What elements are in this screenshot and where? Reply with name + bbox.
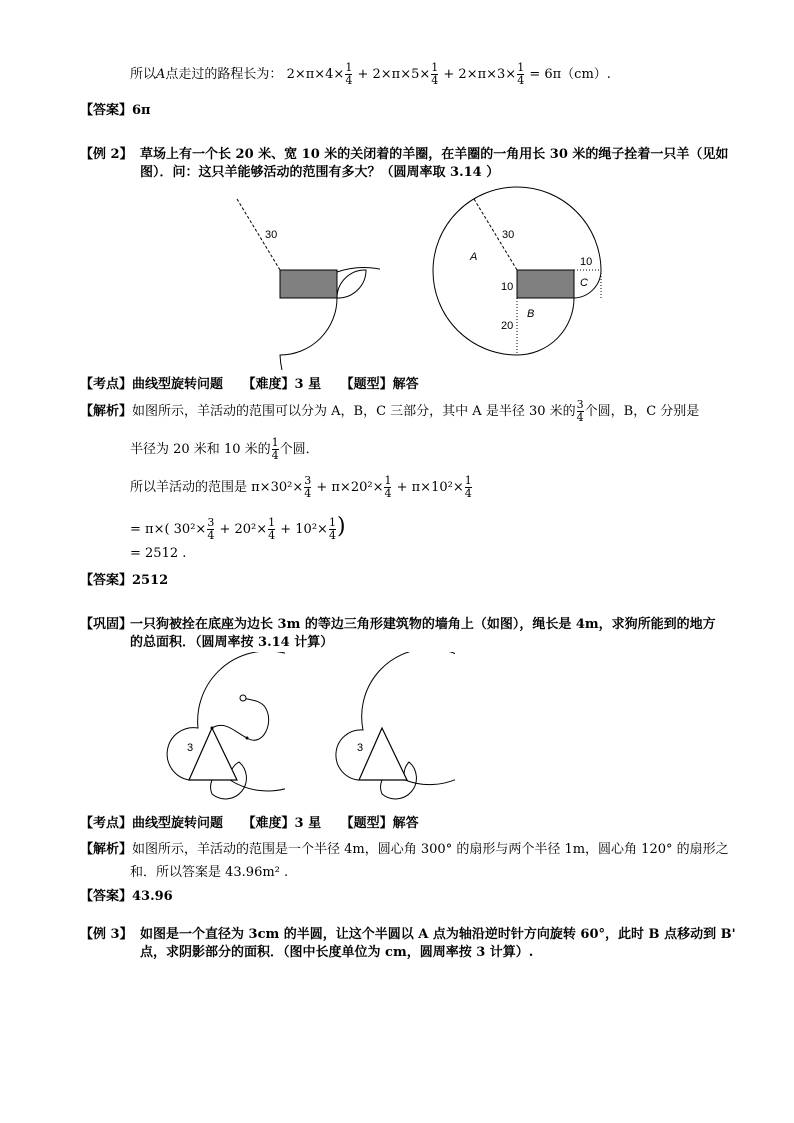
triangle-building [359,728,407,780]
ex2-figure-right [430,180,630,370]
side-label: 3 [187,742,194,754]
label-10-top: 10 [580,256,593,268]
triangle-building [189,728,237,780]
fraction: $\frac{3}{4}$ [207,516,215,542]
region-b-label: B [527,308,535,320]
ex3-question-line1: 如图是一个直径为 3cm 的半圆，让这个半圆以 A 点为轴沿逆时针方向旋转 60°，此时 B 点移动到 B' [140,927,736,942]
ex2-calc-line1: 所以羊活动的范围是 π×30²× $\frac{3}{4}$ + π×20²× $\frac{1}{4}$ + π×10²× $\frac{1}{4}$ [130,474,472,500]
label-20: 20 [501,320,514,332]
ex2-analysis-line1: 【解析】如图所示，羊活动的范围可以分为 A，B，C 三部分，其中 A 是半径 30 米的 $\frac{3}{4}$ 个圆，B，C 分别是 [80,398,700,424]
fraction: $\frac{1}{4}$ [517,61,525,87]
fraction: $\frac{1}{4}$ [268,516,276,542]
ex2-question-line2: 图）．问：这只羊能够活动的范围有多大？（圆周率取 3.14 ） [140,165,500,180]
ex2-calc-line2: = π×( 30²× $\frac{3}{4}$ + 20²× $\frac{1}{4}$ + 10²× $\frac{1}{4}$ ) [130,514,346,542]
label-10-left: 10 [501,281,514,293]
region-a-label: A [470,251,478,263]
gonggu-answer: 【答案】43.96 [80,889,173,904]
ex3-question-line2: 点，求阴影部分的面积．（图中长度单位为 cm，圆周率按 3 计算）. [140,945,534,960]
sheep-pen [280,270,337,298]
gonggu-figure-right [305,652,455,802]
prev-answer: 【答案】6π [80,103,151,118]
sheep-pen [517,270,574,298]
dog-dot [240,695,246,701]
ex2-answer: 【答案】2512 [80,573,169,588]
radius-label: 30 [502,229,515,241]
fraction: $\frac{1}{4}$ [271,436,279,462]
ex2-figure-left [190,180,380,370]
fraction: $\frac{1}{4}$ [384,474,392,500]
gonggu-meta: 【考点】曲线型旋转问题 【难度】3 星 【题型】解答 [80,816,419,831]
fraction: $\frac{1}{4}$ [431,61,439,87]
gonggu-analysis-line2: 和．所以答案是 43.96m² . [130,865,289,880]
side-label: 3 [357,742,364,754]
gonggu-label: 【巩固】 [80,617,133,632]
ex2-meta: 【考点】曲线型旋转问题 【难度】3 星 【题型】解答 [80,377,419,392]
ex3-label: 【例 3】 [80,927,133,942]
ex2-calc-line3: = 2512 . [130,546,187,561]
gonggu-question-line2: 的总面积．（圆周率按 3.14 计算） [130,635,334,650]
gonggu-question-line1: 一只狗被拴在底座为边长 3m 的等边三角形建筑物的墙角上（如图），绳长是 4m，求狗所能到的地方 [130,617,716,632]
fraction: $\frac{3}{4}$ [576,398,584,424]
radius-label: 30 [265,229,278,241]
fraction: $\frac{1}{4}$ [345,61,353,87]
prev-path-line: 所以A点走过的路程长为： 2×π×4× $\frac{1}{4}$ + 2×π×5× $\frac{1}{4}$ + 2×π×3× $\frac{1}{4}$ = 6π（cm）. [130,61,611,87]
gonggu-figure-left [135,652,285,802]
corner-dot [211,727,214,730]
fraction: $\frac{3}{4}$ [304,474,312,500]
region-c-label: C [580,277,588,289]
ex2-question-line1: 草场上有一个长 20 米、宽 10 米的关闭着的羊圈，在羊圈的一角用长 30 米的绳子拴着一只羊（见如 [140,147,729,162]
fraction: $\frac{1}{4}$ [464,474,472,500]
ex2-analysis-line2: 半径为 20 米和 10 米的 $\frac{1}{4}$ 个圆． [130,436,319,462]
trail-dot [246,737,249,740]
dog-trail [212,698,269,740]
fraction: $\frac{1}{4}$ [328,516,336,542]
gonggu-analysis-line1: 【解析】如图所示，羊活动的范围是一个半径 4m，圆心角 300° 的扇形与两个半径 1m，圆心角 120° 的扇形之 [80,842,729,857]
ex2-label: 【例 2】 [80,147,133,162]
